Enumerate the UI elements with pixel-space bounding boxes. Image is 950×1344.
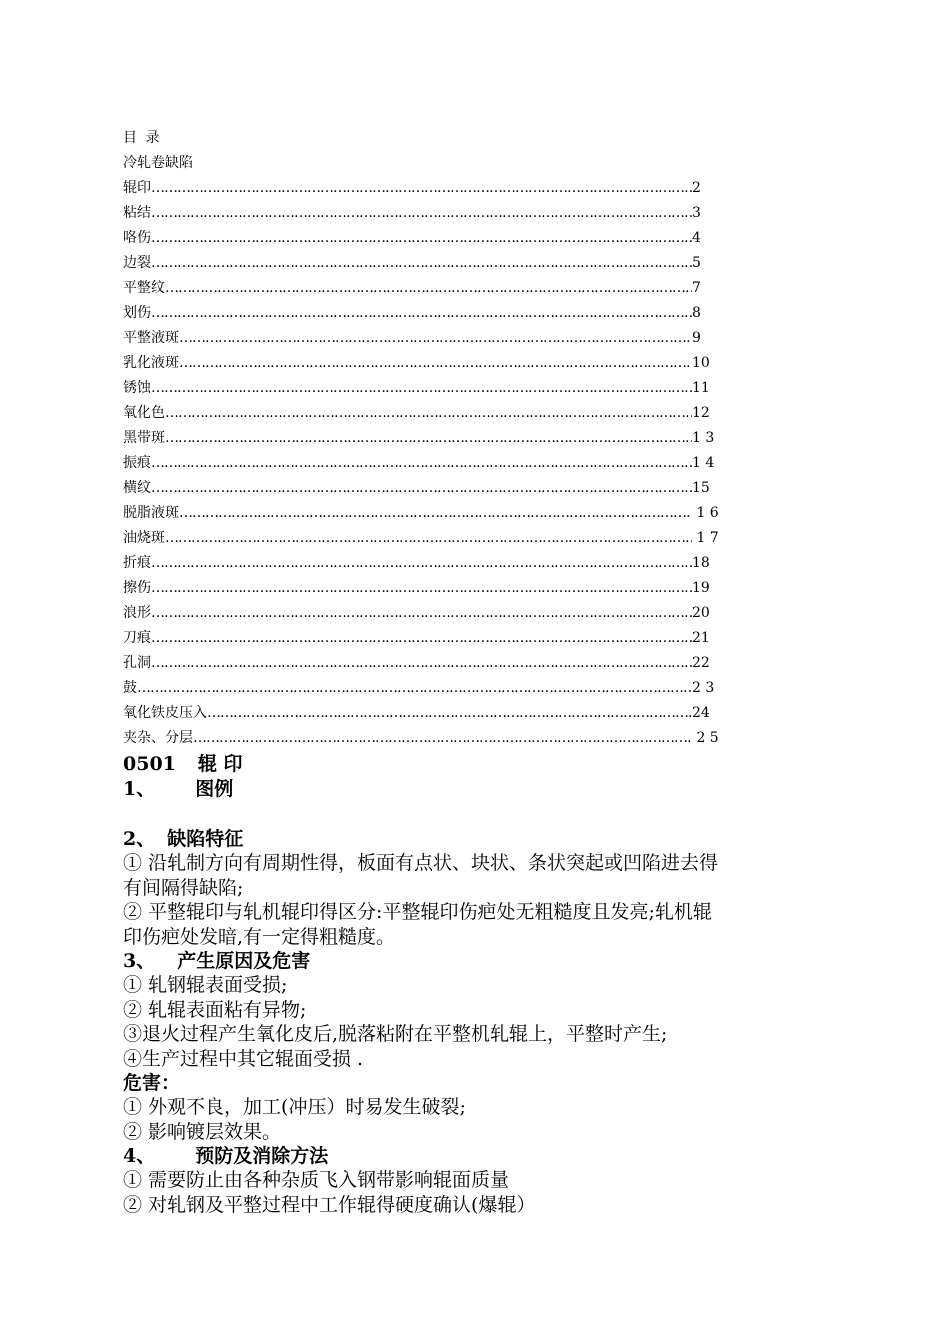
toc-entry — [123, 326, 828, 351]
toc-entry-page: 10 — [692, 355, 710, 371]
toc-entry-label: 折痕 — [123, 555, 151, 571]
toc-entry — [123, 451, 828, 476]
heading-number: 2、 — [123, 828, 156, 850]
prevent-list — [123, 1168, 828, 1217]
toc-leader-dots — [165, 426, 692, 451]
toc-leader-dots — [165, 276, 692, 301]
toc-entry-page: 2 5 — [692, 730, 719, 746]
toc-leader-dots — [151, 601, 692, 626]
heading-number: 3、 — [123, 950, 156, 972]
cause-line: ① 轧钢辊表面受损; — [123, 974, 288, 996]
harm-line: ① 外观不良，加工(冲压）时易发生破裂; — [123, 1096, 466, 1118]
toc-entry-label: 振痕 — [123, 455, 151, 471]
toc-entry-label: 横纹 — [123, 480, 151, 496]
prevent-line: ① 需要防止由各种杂质飞入钢带影响辊面质量 — [123, 1169, 510, 1191]
toc-leader-dots — [151, 651, 692, 676]
toc-leader-dots — [151, 176, 692, 201]
harm-line: ② 影响镀层效果。 — [123, 1120, 282, 1143]
toc-entry — [123, 576, 828, 601]
toc-entry-label: 脱脂液斑 — [123, 505, 179, 521]
toc-entry-page: 20 — [692, 605, 710, 621]
document-page — [123, 126, 828, 1217]
toc-entry-label: 平整纹 — [123, 280, 165, 296]
toc-entry-label: 浪形 — [123, 605, 151, 621]
toc-entry-label: 边裂 — [123, 255, 151, 271]
toc-leader-dots — [151, 251, 692, 276]
cause-line: ③退火过程产生氧化皮后,脱落粘附在平整机轧辊上，平整时产生; — [123, 1023, 668, 1045]
heading-number: 4、 — [123, 1145, 156, 1167]
toc-entry — [123, 501, 828, 526]
heading-features — [123, 827, 828, 851]
toc-entry-page: 11 — [692, 380, 710, 396]
toc-entry-label: 粘结 — [123, 205, 151, 221]
heading-text: 图例 — [195, 778, 234, 800]
toc-entry-label: 夹杂、分层 — [123, 730, 193, 746]
toc-entry — [123, 176, 828, 201]
toc-entry-label: 乳化液斑 — [123, 355, 179, 371]
feature-line: ② 平整辊印与轧机辊印得区分:平整辊印伤疤处无粗糙度且发亮;轧机辊 — [123, 901, 712, 923]
toc-leader-dots — [179, 326, 692, 351]
toc-entry — [123, 426, 828, 451]
toc-leader-dots — [151, 301, 692, 326]
legend-placeholder — [123, 801, 828, 827]
toc-entry-page: 8 — [692, 305, 701, 321]
feature-line: 印伤疤处发暗,有一定得粗糙度。 — [123, 925, 396, 948]
toc-entry-page: 24 — [692, 705, 710, 721]
causes-list — [123, 973, 828, 1071]
toc-leader-dots — [207, 701, 692, 726]
feature-line: ① 沿轧制方向有周期性得，板面有点状、块状、条状突起或凹陷进去得 — [123, 852, 719, 874]
toc-entry — [123, 526, 828, 551]
toc-leader-dots — [151, 626, 692, 651]
toc-entry-label: 鼓 — [123, 680, 137, 696]
toc-entry-page: 12 — [692, 405, 710, 421]
toc-entry-label: 擦伤 — [123, 580, 151, 596]
toc-entry-label: 油烧斑 — [123, 530, 165, 546]
section-code: 0501 — [123, 753, 176, 775]
harm-list — [123, 1095, 828, 1144]
toc-entry-label: 孔洞 — [123, 655, 151, 671]
toc-leader-dots — [165, 401, 692, 426]
toc-entry-page: 4 — [692, 230, 701, 246]
heading-harm: 危害： — [123, 1072, 181, 1094]
toc-entry — [123, 201, 828, 226]
toc-leader-dots — [165, 526, 692, 551]
toc-leader-dots — [151, 551, 692, 576]
toc-entry-page: 18 — [692, 555, 710, 571]
toc-entry-page: 1 7 — [692, 530, 719, 546]
toc-entry-page: 1 6 — [692, 505, 719, 521]
toc-leader-dots — [193, 726, 692, 751]
toc-leader-dots — [151, 451, 692, 476]
cause-line: ② 轧辊表面粘有异物; — [123, 998, 307, 1021]
toc-subtitle: 冷轧卷缺陷 — [123, 155, 193, 171]
toc-entry-page: 2 — [692, 180, 701, 196]
heading-text: 缺陷特征 — [167, 828, 244, 850]
toc-leader-dots — [179, 501, 692, 526]
prevent-line: ② 对轧钢及平整过程中工作辊得硬度确认(爆辊） — [123, 1193, 536, 1216]
section-heading — [123, 751, 828, 777]
toc-entry-page: 21 — [692, 630, 710, 646]
heading-prevent — [123, 1144, 828, 1168]
toc-leader-dots — [151, 476, 692, 501]
toc-entry-page: 7 — [692, 280, 701, 296]
toc-entry-label: 氧化色 — [123, 405, 165, 421]
toc-entry-label: 黑带斑 — [123, 430, 165, 446]
toc-entry — [123, 651, 828, 676]
toc-entry-label: 咯伤 — [123, 230, 151, 246]
toc-title: 目 录 — [123, 130, 162, 146]
toc-entry — [123, 626, 828, 651]
toc-entry-label: 刀痕 — [123, 630, 151, 646]
toc-entry-label: 划伤 — [123, 305, 151, 321]
section-title: 辊 印 — [197, 753, 243, 775]
toc-entry — [123, 676, 828, 701]
toc-entry — [123, 726, 828, 751]
toc-entry-page: 19 — [692, 580, 710, 596]
toc-leader-dots — [151, 201, 692, 226]
toc-entry-label: 辊印 — [123, 180, 151, 196]
toc-entry-page: 22 — [692, 655, 710, 671]
toc-entry — [123, 601, 828, 626]
toc-entry — [123, 376, 828, 401]
toc-entry-page: 5 — [692, 255, 701, 271]
toc-leader-dots — [151, 226, 692, 251]
toc-entry — [123, 251, 828, 276]
toc-entry — [123, 476, 828, 501]
heading-text: 产生原因及危害 — [177, 950, 311, 972]
toc-entry — [123, 701, 828, 726]
toc-entry-page: 1 4 — [692, 455, 715, 471]
toc-entry — [123, 401, 828, 426]
toc-entry-page: 9 — [692, 330, 701, 346]
toc-leader-dots — [151, 576, 692, 601]
toc-entry — [123, 276, 828, 301]
toc-entry — [123, 551, 828, 576]
cause-line: ④生产过程中其它辊面受损 . — [123, 1047, 364, 1070]
heading-text: 预防及消除方法 — [195, 1145, 329, 1167]
toc-entry-page: 3 — [692, 205, 701, 221]
toc-entry-page: 2 3 — [692, 680, 715, 696]
heading-number: 1、 — [123, 778, 156, 800]
toc-entry — [123, 226, 828, 251]
toc-entry — [123, 351, 828, 376]
toc-entry-label: 氧化铁皮压入 — [123, 705, 207, 721]
features-list — [123, 851, 828, 949]
toc-leader-dots — [179, 351, 692, 376]
toc-entry-label: 平整液斑 — [123, 330, 179, 346]
toc-entry-label: 锈蚀 — [123, 380, 151, 396]
heading-legend — [123, 777, 828, 801]
heading-causes — [123, 949, 828, 973]
toc-leader-dots — [137, 676, 692, 701]
feature-line: 有间隔得缺陷; — [123, 876, 244, 899]
toc-entry — [123, 301, 828, 326]
toc-entry-page: 15 — [692, 480, 710, 496]
toc-entry-page: 1 3 — [692, 430, 715, 446]
toc-leader-dots — [151, 376, 692, 401]
toc-list — [123, 176, 828, 751]
